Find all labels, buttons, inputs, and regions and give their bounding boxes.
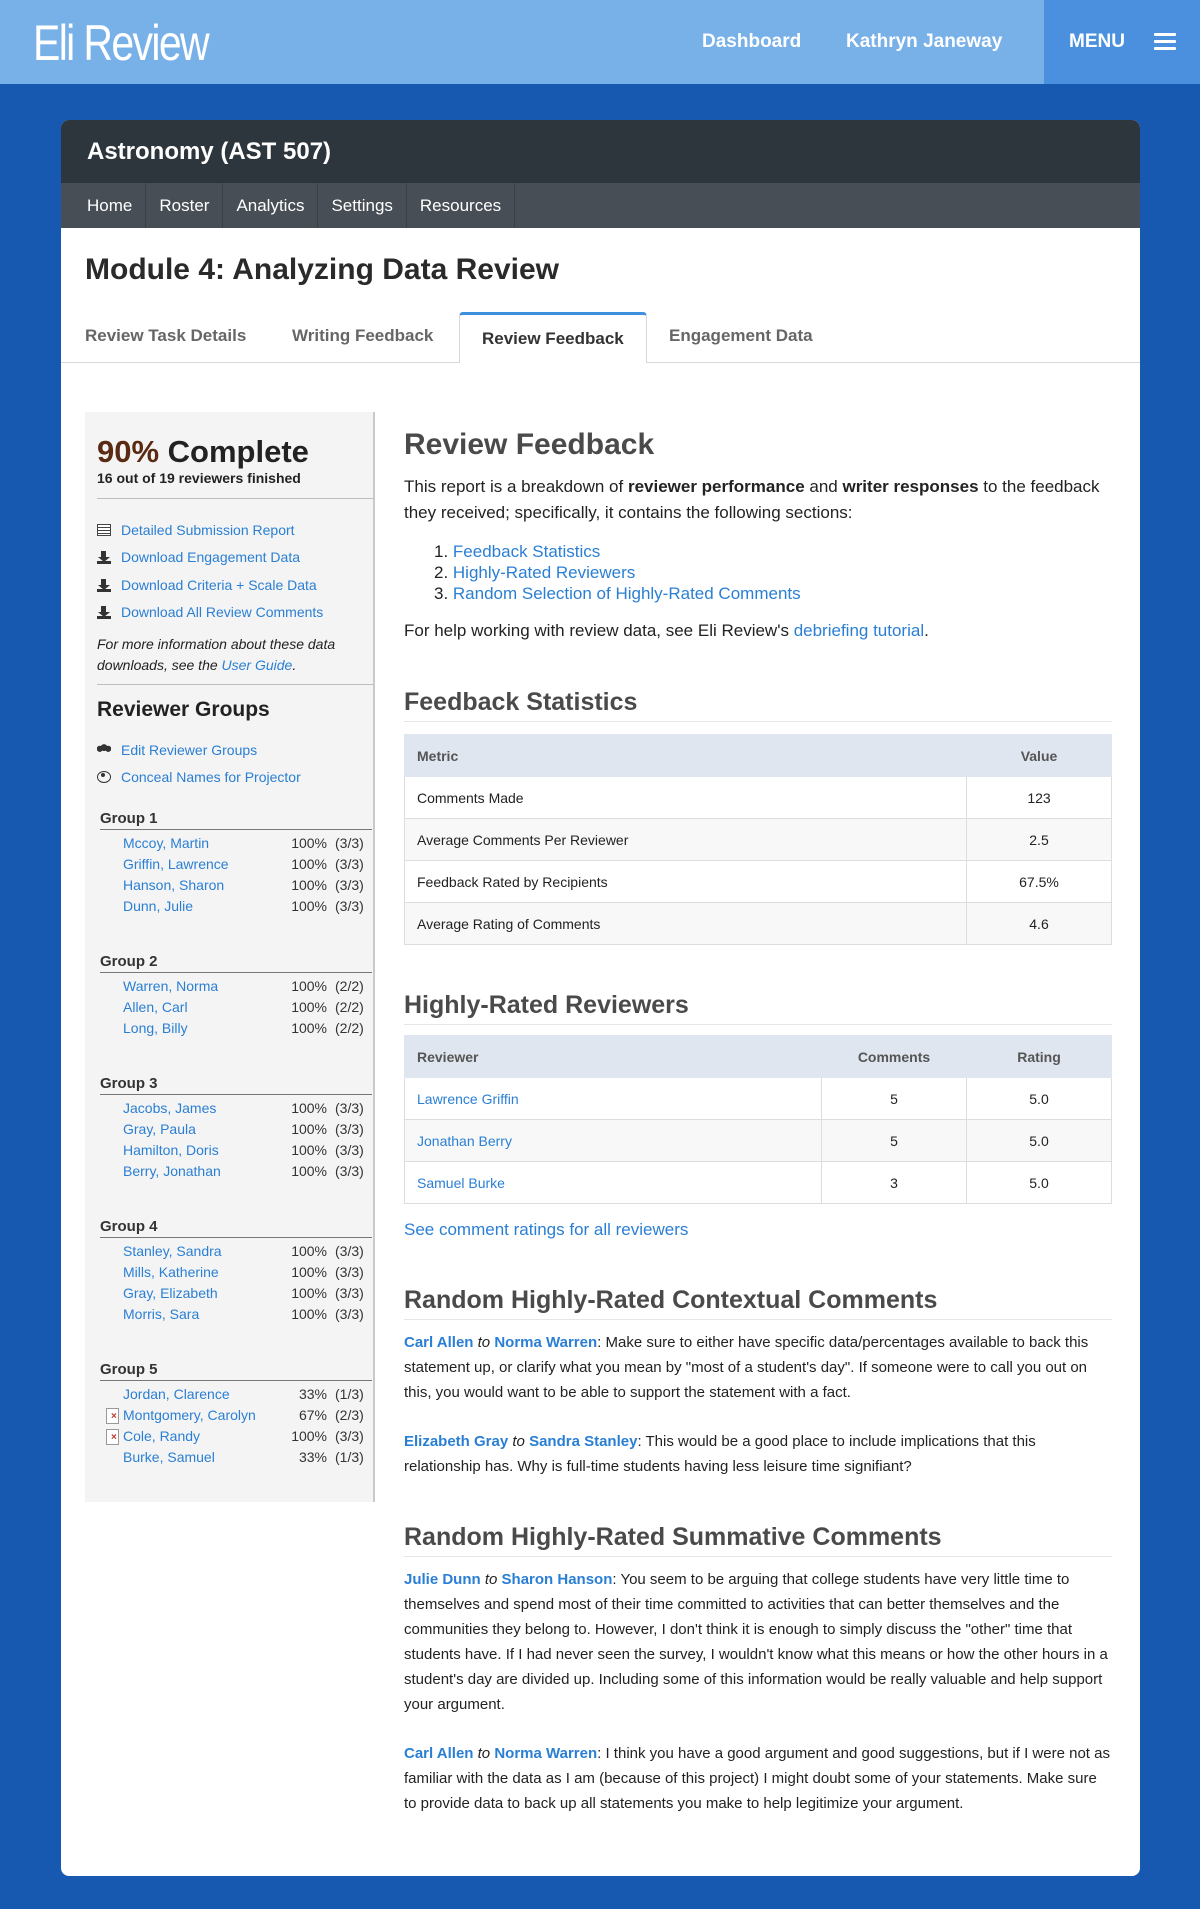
nav-user[interactable]: Kathryn Janeway <box>846 31 1003 52</box>
reviewer-fraction: (3/3) <box>335 1162 364 1179</box>
rating-cell: 5.0 <box>967 1162 1112 1204</box>
group-name: Group 1 <box>100 810 372 830</box>
download-comments-label[interactable]: Download All Review Comments <box>121 604 324 621</box>
completion-percent: 90% <box>97 434 160 469</box>
reviewer-percent: 100% <box>291 998 327 1015</box>
reviewer-fraction: (3/3) <box>335 1427 364 1444</box>
list-item <box>100 895 372 916</box>
reviewers-title: Highly-Rated Reviewers <box>404 991 1112 1025</box>
reviewer-name-link[interactable]: Allen, Carl <box>123 998 188 1015</box>
reviewer-percent: 100% <box>291 834 327 851</box>
course-title: Astronomy (AST 507) <box>61 120 1140 183</box>
user-guide-link[interactable]: User Guide <box>221 657 293 673</box>
reviewer-fraction: (3/3) <box>335 834 364 851</box>
note-suffix: . <box>292 657 297 673</box>
list-item <box>100 1240 372 1261</box>
list-item: 1. Feedback Statistics <box>434 542 601 561</box>
to-word: to <box>512 1433 525 1450</box>
reviewer-fraction: (3/3) <box>335 876 364 893</box>
reviewer-percent: 100% <box>291 1120 327 1137</box>
contextual-comments <box>404 1330 1112 1479</box>
reviewer-fraction: (1/3) <box>335 1385 364 1402</box>
stats-table <box>404 734 1112 945</box>
subnav-resources[interactable]: Resources <box>407 183 515 228</box>
reviewer-percent: 33% <box>298 1448 327 1465</box>
top-bar <box>0 0 1200 84</box>
table-row <box>405 861 1112 903</box>
edit-groups-label[interactable]: Edit Reviewer Groups <box>121 741 258 758</box>
list-item <box>100 832 372 853</box>
comments-cell: 5 <box>822 1120 967 1162</box>
reviewer-name-link[interactable]: Jacobs, James <box>123 1099 217 1116</box>
value-cell: 123 <box>967 777 1112 819</box>
contextual-title: Random Highly-Rated Contextual Comments <box>404 1286 1112 1320</box>
reviewer-percent: 100% <box>291 897 327 914</box>
list-item <box>100 975 372 996</box>
list-item <box>100 1282 372 1303</box>
reviewer-fraction: (3/3) <box>335 897 364 914</box>
tab-engagement-data[interactable]: Engagement Data <box>669 326 813 345</box>
reviewer-name-link[interactable]: Hanson, Sharon <box>123 876 225 893</box>
reviewer-percent: 100% <box>291 1141 327 1158</box>
reviewer-percent: 100% <box>291 1284 327 1301</box>
reviewer-fraction: (2/2) <box>335 1019 364 1036</box>
reviewer-name-link[interactable]: Cole, Randy <box>123 1427 201 1444</box>
comment-recipient-link[interactable]: Norma Warren <box>494 1745 598 1762</box>
conceal-names-label[interactable]: Conceal Names for Projector <box>121 769 301 786</box>
hamburger-icon <box>1154 33 1176 49</box>
comment-author <box>404 1571 481 1588</box>
reviewer-percent: 100% <box>291 876 327 893</box>
reviewer-percent: 100% <box>291 1162 327 1179</box>
list-item <box>100 1303 372 1324</box>
reviewer-fraction: (2/2) <box>335 977 364 994</box>
list-item <box>100 1446 372 1467</box>
menu-button[interactable] <box>1044 0 1200 84</box>
group-name: Group 4 <box>100 1218 372 1238</box>
value-cell: 4.6 <box>967 903 1112 945</box>
reviewer-name-link[interactable]: Burke, Samuel <box>123 1448 215 1465</box>
reviewer-name-link[interactable]: Dunn, Julie <box>123 897 194 914</box>
reviewer-name-link[interactable]: Berry, Jonathan <box>123 1162 221 1179</box>
reviewer-group <box>100 1361 372 1467</box>
report-icon <box>97 524 111 536</box>
intro-bold: writer responses <box>842 477 979 496</box>
reviewer-fraction: (3/3) <box>335 1263 364 1280</box>
page-title: Module 4: Analyzing Data Review <box>85 253 559 286</box>
reviewer-name-link[interactable]: Mills, Katherine <box>123 1263 219 1280</box>
table-row <box>405 903 1112 945</box>
reviewer-fraction: (3/3) <box>335 1120 364 1137</box>
list-item <box>100 1097 372 1118</box>
list-item <box>100 1118 372 1139</box>
rating-cell: 5.0 <box>967 1120 1112 1162</box>
reviewer-name-link[interactable]: Gray, Paula <box>123 1120 196 1137</box>
group-name: Group 3 <box>100 1075 372 1095</box>
comment <box>404 1330 1112 1405</box>
report-intro <box>404 474 1112 526</box>
comment-text: : I think you have a good argument and good suggestions, but if I were not as familiar with the data as I am (because of this project) I might doubt some of your statements. Make sure to provide data to back up all statements you make to help legitimize your argument. <box>404 1745 1110 1812</box>
see-all-ratings-link[interactable]: See comment ratings for all reviewers <box>404 1220 689 1239</box>
reviewer-group <box>100 1218 372 1324</box>
detailed-report-label[interactable]: Detailed Submission Report <box>121 521 295 538</box>
list-item: 3. Random Selection of Highly-Rated Comments <box>434 584 801 603</box>
reviewer-link[interactable]: Lawrence Griffin <box>417 1090 519 1107</box>
download-criteria-link[interactable] <box>97 571 323 599</box>
download-note <box>97 634 367 676</box>
download-criteria-label[interactable]: Download Criteria + Scale Data <box>121 576 317 593</box>
completion-heading <box>97 434 309 470</box>
metric-cell: Feedback Rated by Recipients <box>405 861 967 903</box>
rating-cell: 5.0 <box>967 1078 1112 1120</box>
reviewer-percent: 100% <box>291 855 327 872</box>
list-item <box>100 1383 372 1404</box>
reviewer-name-link[interactable]: Long, Billy <box>123 1019 188 1036</box>
reviewer-link[interactable]: Jonathan Berry <box>417 1132 512 1149</box>
comment <box>404 1567 1112 1717</box>
reviewer-cell <box>405 1162 822 1204</box>
comment-recipient <box>529 1433 637 1450</box>
comment-text: : You seem to be arguing that college students have very little time to themselves and spend most of their time committed to activities that can better themselves and the communities they belong to. However, I don't think it is enough to simply discuss the "other" time that students have. If I had never seen the survey, I wouldn't know what this means or how the other hours in a student's day are divided up. Including some of this information would be really valuable and help support your argument. <box>404 1571 1108 1713</box>
tab-writing-feedback[interactable]: Writing Feedback <box>292 326 434 345</box>
comments-cell: 5 <box>822 1078 967 1120</box>
reviewer-name-link[interactable]: Warren, Norma <box>123 977 219 994</box>
section-link-reviewers[interactable]: Highly-Rated Reviewers <box>452 563 636 582</box>
course-card <box>61 120 1140 1876</box>
course-subnav <box>61 183 1140 228</box>
comment <box>404 1429 1112 1479</box>
comment-recipient-link[interactable]: Sharon Hanson <box>501 1571 613 1588</box>
reviewer-percent: 100% <box>291 1242 327 1259</box>
comment-text: : Make sure to either have specific data/percentages available to back this statement up, or clarify what you mean by "most of a student's day". If someone were to call you out on this, you would want to be able to support the statement with a fact. <box>404 1334 1089 1401</box>
conceal-names-link[interactable] <box>97 764 301 792</box>
list-item <box>100 1404 372 1425</box>
reviewer-name-link[interactable]: Stanley, Sandra <box>123 1242 222 1259</box>
column-header: Comments <box>822 1036 967 1078</box>
divider <box>97 498 373 499</box>
reviewer-name-link[interactable]: Griffin, Lawrence <box>123 855 229 872</box>
reviewer-fraction: (3/3) <box>335 1141 364 1158</box>
note-text: For more information about these data downloads, see the <box>97 636 336 673</box>
reviewer-percent: 100% <box>291 1427 327 1444</box>
completion-subtext: 16 out of 19 reviewers finished <box>97 470 301 486</box>
debriefing-tutorial-link[interactable]: debriefing tutorial <box>793 621 925 640</box>
group-name: Group 5 <box>100 1361 372 1381</box>
list-item <box>100 1261 372 1282</box>
reviewer-group <box>100 953 372 1038</box>
intro-text: and <box>804 477 843 496</box>
download-links <box>97 516 323 626</box>
download-icon <box>97 551 111 563</box>
reviewer-name-link[interactable]: Montgomery, Carolyn <box>123 1406 256 1423</box>
comment-recipient-link[interactable]: Sandra Stanley <box>529 1433 638 1450</box>
comment-recipient <box>502 1571 613 1588</box>
tab-review-task-details[interactable]: Review Task Details <box>85 326 247 345</box>
summative-comments <box>404 1567 1112 1816</box>
comment <box>404 1741 1112 1816</box>
list-item <box>100 1017 372 1038</box>
column-header: Value <box>967 735 1112 777</box>
eye-slash-icon <box>97 771 111 783</box>
list-item: 2. Highly-Rated Reviewers <box>434 563 636 582</box>
comment-recipient-link[interactable]: Norma Warren <box>494 1334 598 1351</box>
reviewer-name-link[interactable]: Morris, Sara <box>123 1305 200 1322</box>
comments-cell: 3 <box>822 1162 967 1204</box>
comment-author-link[interactable]: Carl Allen <box>404 1745 474 1762</box>
intro-text: This report is a breakdown of <box>404 477 628 496</box>
reviewer-fraction: (1/3) <box>335 1448 364 1465</box>
table-row <box>405 1120 1112 1162</box>
comment-author-link[interactable]: Carl Allen <box>404 1334 474 1351</box>
download-icon <box>97 606 111 618</box>
comment-author <box>404 1334 473 1351</box>
table-row <box>405 819 1112 861</box>
stats-title: Feedback Statistics <box>404 688 1112 722</box>
reviewer-percent: 100% <box>291 1263 327 1280</box>
users-icon <box>97 744 111 756</box>
section-link-statistics[interactable]: Feedback Statistics <box>452 542 601 561</box>
tab-review-feedback[interactable]: Review Feedback <box>459 312 647 363</box>
reviewer-fraction: (3/3) <box>335 1284 364 1301</box>
section-link-comments[interactable]: Random Selection of Highly-Rated Comments <box>452 584 801 603</box>
to-word: to <box>477 1745 491 1762</box>
metric-cell: Average Rating of Comments <box>405 903 967 945</box>
comment-author <box>404 1745 473 1762</box>
reviewer-fraction: (3/3) <box>335 1305 364 1322</box>
column-header: Reviewer <box>405 1036 822 1078</box>
reviewer-fraction: (3/3) <box>335 1099 364 1116</box>
metric-cell: Comments Made <box>405 777 967 819</box>
list-item <box>100 874 372 895</box>
table-row <box>405 777 1112 819</box>
reviewer-percent: 100% <box>291 1099 327 1116</box>
comment-author-link[interactable]: Elizabeth Gray <box>404 1433 509 1450</box>
column-header: Rating <box>967 1036 1112 1078</box>
help-prefix: For help working with review data, see Eli Review's <box>404 621 794 640</box>
subnav-settings[interactable]: Settings <box>318 183 406 228</box>
comment-author-link[interactable]: Julie Dunn <box>404 1571 481 1588</box>
comment-recipient <box>494 1745 597 1762</box>
reviewer-groups-title: Reviewer Groups <box>97 698 270 721</box>
divider <box>97 684 373 685</box>
section-list <box>434 541 1112 604</box>
reviewer-name-link[interactable]: Hamilton, Doris <box>123 1141 219 1158</box>
reviewer-name-link[interactable]: Jordan, Clarence <box>123 1385 230 1402</box>
sidebar <box>85 412 375 1502</box>
list-item <box>100 853 372 874</box>
app-logo[interactable]: Eli Review <box>33 15 208 71</box>
subnav-analytics[interactable]: Analytics <box>223 183 318 228</box>
reviewer-fraction: (3/3) <box>335 855 364 872</box>
table-row <box>405 1162 1112 1204</box>
nav-dashboard[interactable]: Dashboard <box>702 31 802 52</box>
tab-bar <box>61 312 1140 363</box>
reviewer-percent: 33% <box>298 1385 327 1402</box>
reviewer-cell <box>405 1120 822 1162</box>
reviewer-name-link[interactable]: Gray, Elizabeth <box>123 1284 218 1301</box>
subnav-roster[interactable]: Roster <box>146 183 223 228</box>
reviewer-fraction: (3/3) <box>335 1242 364 1259</box>
download-icon <box>97 579 111 591</box>
intro-bold: reviewer performance <box>627 477 805 496</box>
reviewer-percent: 100% <box>291 1305 327 1322</box>
help-text <box>404 618 1112 644</box>
main-content <box>404 412 1112 1816</box>
menu-label: MENU <box>1069 31 1125 52</box>
detailed-report-link[interactable] <box>97 516 323 544</box>
group-name: Group 2 <box>100 953 372 973</box>
reviewers-table <box>404 1035 1112 1204</box>
help-suffix: . <box>924 621 929 640</box>
subnav-home[interactable]: Home <box>61 183 146 228</box>
group-links <box>97 736 301 791</box>
value-cell: 2.5 <box>967 819 1112 861</box>
reviewer-fraction: (2/2) <box>335 998 364 1015</box>
reviewer-cell <box>405 1078 822 1120</box>
report-title: Review Feedback <box>404 428 655 461</box>
reviewer-link[interactable]: Samuel Burke <box>417 1174 505 1191</box>
list-item <box>100 996 372 1017</box>
download-engagement-label[interactable]: Download Engagement Data <box>121 549 301 566</box>
table-row <box>405 1078 1112 1120</box>
download-comments-link[interactable] <box>97 599 323 627</box>
reviewer-percent: 67% <box>298 1406 327 1423</box>
metric-cell: Average Comments Per Reviewer <box>405 819 967 861</box>
reviewer-percent: 100% <box>291 977 327 994</box>
comment-author <box>404 1433 508 1450</box>
value-cell: 67.5% <box>967 861 1112 903</box>
comment-text: : This would be a good place to include implications that this relationship has. Why is full-time students having less leisure time signifiant? <box>404 1433 1036 1475</box>
column-header: Metric <box>405 735 967 777</box>
to-word: to <box>477 1334 491 1351</box>
reviewer-fraction: (2/3) <box>335 1406 364 1423</box>
list-item <box>100 1139 372 1160</box>
list-item <box>100 1425 372 1446</box>
summative-title: Random Highly-Rated Summative Comments <box>404 1523 1112 1557</box>
intro-text: to the feedback they received; specifically, it contains the following sections: <box>404 477 1100 522</box>
reviewer-percent: 100% <box>291 1019 327 1036</box>
comment-recipient <box>494 1334 597 1351</box>
reviewer-group <box>100 810 372 916</box>
edit-groups-link[interactable] <box>97 736 301 764</box>
reviewer-group <box>100 1075 372 1181</box>
list-item <box>100 1160 372 1181</box>
download-engagement-link[interactable] <box>97 544 323 572</box>
reviewer-name-link[interactable]: Mccoy, Martin <box>123 834 210 851</box>
completion-word: Complete <box>167 434 309 469</box>
to-word: to <box>484 1571 498 1588</box>
